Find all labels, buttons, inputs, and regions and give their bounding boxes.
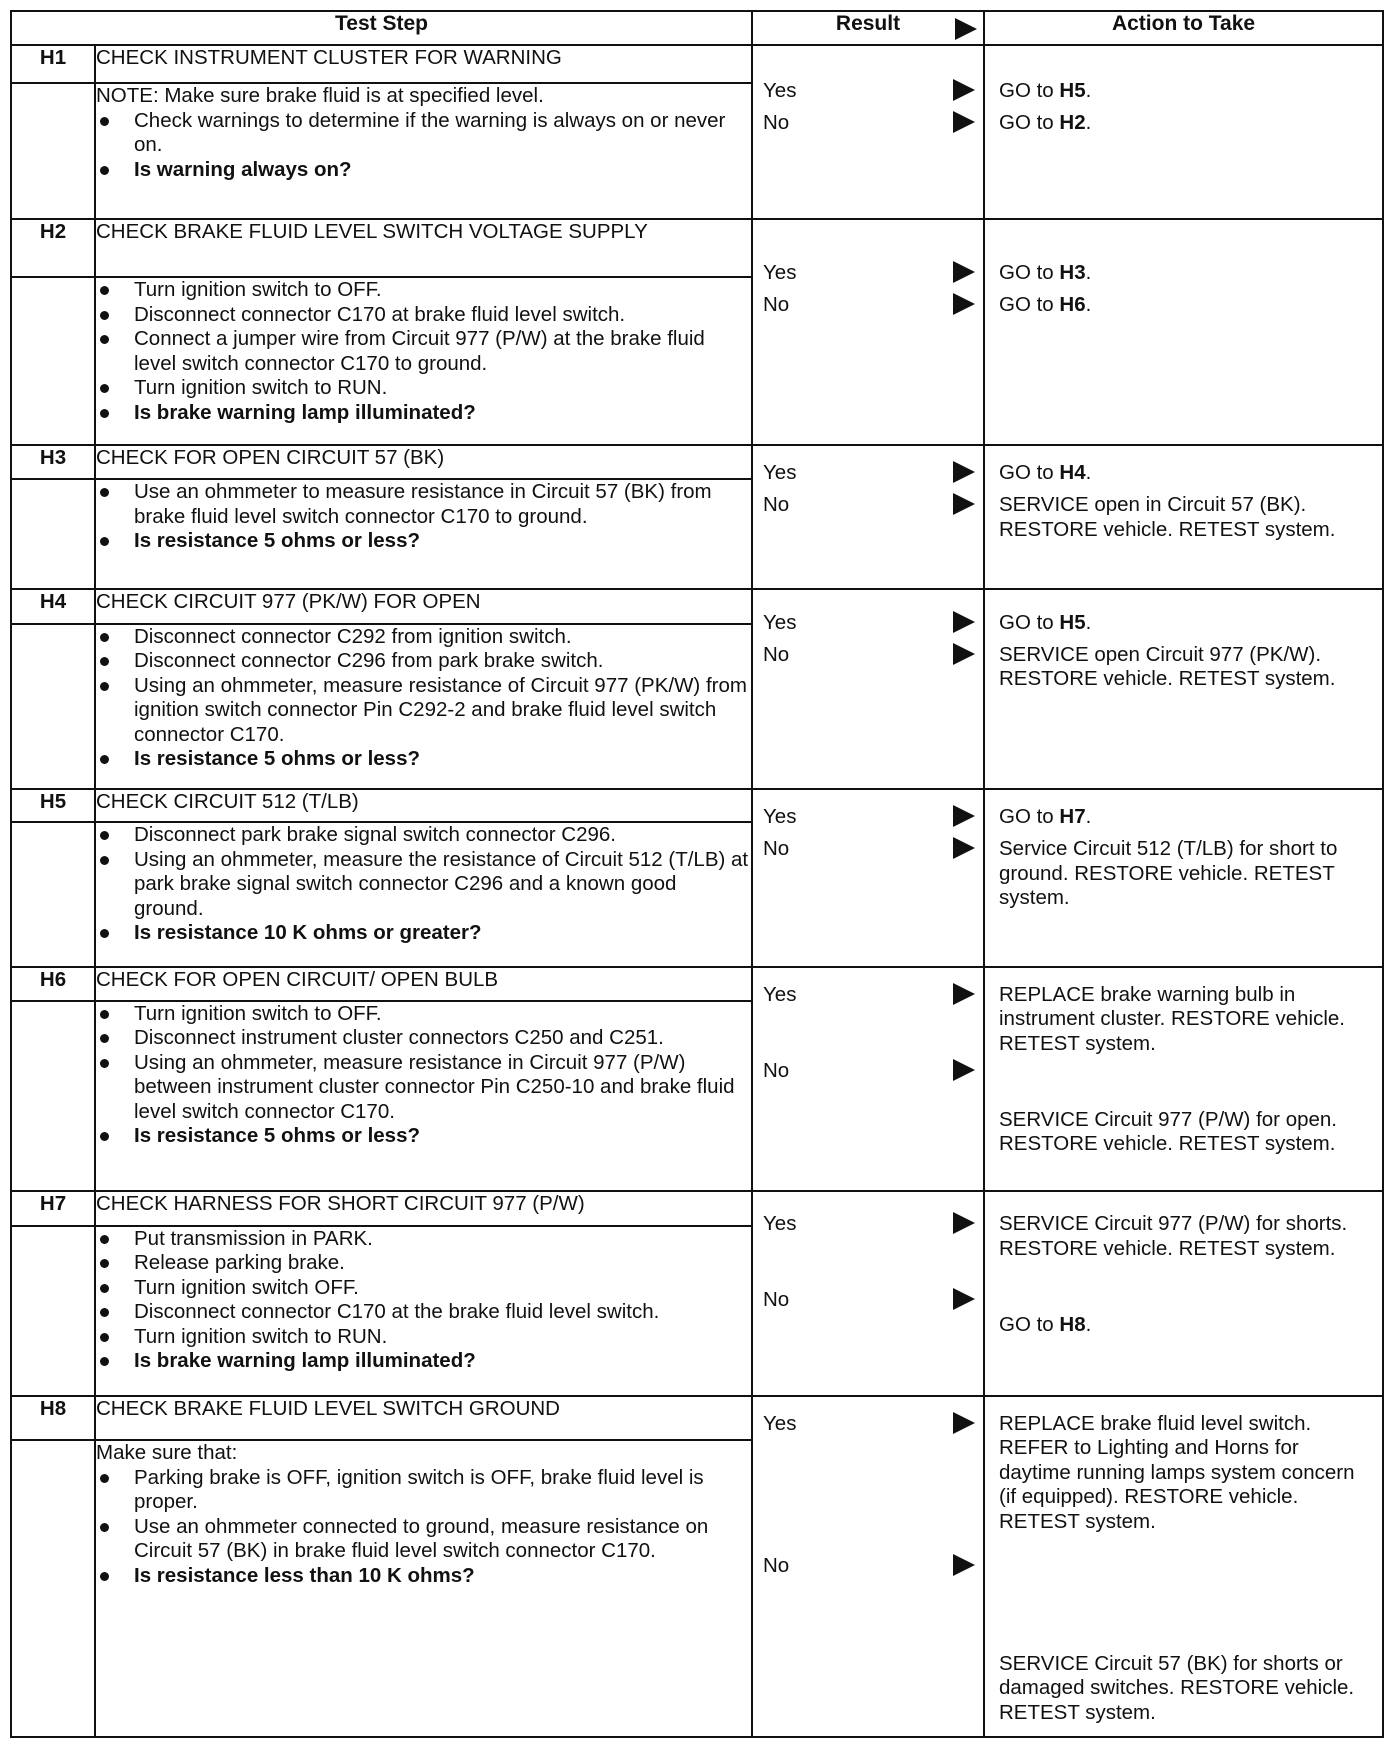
arrow-right-icon — [953, 293, 975, 315]
step-title: CHECK BRAKE FLUID LEVEL SWITCH GROUND — [95, 1396, 752, 1441]
result-list — [753, 800, 983, 866]
result-cell — [752, 219, 984, 445]
action-cell — [984, 219, 1383, 445]
action-instruction: SERVICE Circuit 977 (P/W) for shorts. RESTORE vehicle. RETEST system. — [999, 1212, 1348, 1260]
step-bullet: Turn ignition switch OFF. — [96, 1276, 751, 1301]
result-yes — [763, 606, 975, 640]
action-text — [999, 611, 1376, 636]
step-question: Is resistance 10 K ohms or greater? — [96, 921, 751, 946]
step-title: CHECK HARNESS FOR SHORT CIRCUIT 977 (P/W) — [95, 1191, 752, 1225]
action-text — [999, 837, 1376, 911]
action-instruction: REPLACE brake warning bulb in instrument cluster. RESTORE vehicle. RETEST system. — [999, 982, 1345, 1055]
action-instruction: GO to — [999, 111, 1060, 134]
step-id: H5 — [11, 789, 95, 822]
result-header-label: Result — [835, 12, 901, 35]
arrow-right-icon — [953, 461, 975, 483]
action-instruction: REPLACE brake fluid level switch. REFER to Lighting and Horns for daytime running lamps system concern (if equipped). RESTORE vehicle. RETEST system. — [999, 1411, 1355, 1533]
arrow-right-icon — [953, 79, 975, 101]
step-body — [95, 277, 752, 445]
test-step-row — [11, 1191, 1383, 1225]
result-list — [753, 74, 983, 140]
action-instruction: SERVICE Circuit 57 (BK) for shorts or damaged switches. RESTORE vehicle. RETEST system. — [999, 1651, 1355, 1724]
result-list — [753, 978, 983, 1088]
action-end: . — [1085, 805, 1092, 829]
result-label: No — [763, 493, 790, 517]
result-no — [763, 106, 975, 140]
result-no — [763, 488, 975, 522]
action-text — [999, 461, 1376, 486]
step-bullet-list — [96, 480, 751, 554]
result-list — [753, 1207, 983, 1317]
result-cell — [752, 789, 984, 966]
action-text — [999, 1212, 1376, 1261]
action-text — [999, 805, 1376, 830]
result-cell — [752, 589, 984, 789]
step-id-spacer — [11, 83, 95, 219]
result-yes — [763, 456, 975, 490]
step-bullet: Using an ohmmeter, measure the resistance of Circuit 512 (T/LB) at park brake signal switch connector C296 and a known good ground. — [96, 848, 751, 922]
arrow-right-icon — [953, 493, 975, 515]
result-yes — [763, 1407, 975, 1441]
result-label: No — [763, 1553, 790, 1577]
step-id-spacer — [11, 479, 95, 588]
test-step-row — [11, 1396, 1383, 1441]
step-id: H4 — [11, 589, 95, 624]
action-instruction: GO to — [999, 461, 1060, 485]
arrow-right-icon — [953, 643, 975, 665]
test-step-row — [11, 967, 1383, 1001]
action-step-ref: H5 — [1059, 79, 1086, 102]
table-header-row — [11, 11, 1383, 45]
action-step-ref: H3 — [1059, 261, 1086, 285]
step-body — [95, 1226, 752, 1396]
result-label: No — [763, 111, 790, 134]
step-id-spacer — [11, 277, 95, 445]
action-step-ref: H6 — [1059, 293, 1086, 317]
action-instruction: SERVICE Circuit 977 (P/W) for open. RESTORE vehicle. RETEST system. — [999, 1107, 1337, 1155]
step-bullet: Release parking brake. — [96, 1251, 751, 1276]
step-bullet-list — [96, 1466, 751, 1589]
action-header: Action to Take — [984, 11, 1383, 45]
action-step-ref: H4 — [1059, 461, 1086, 485]
step-id: H8 — [11, 1396, 95, 1441]
action-text — [999, 1108, 1376, 1157]
step-title: CHECK FOR OPEN CIRCUIT 57 (BK) — [95, 445, 752, 479]
step-body — [95, 1440, 752, 1737]
step-bullet: Disconnect connector C296 from park brake switch. — [96, 649, 751, 674]
action-list — [985, 1412, 1382, 1726]
result-label: Yes — [763, 79, 797, 102]
step-title: CHECK CIRCUIT 977 (PK/W) FOR OPEN — [95, 589, 752, 624]
result-cell — [752, 1191, 984, 1395]
diagnostic-test-table — [10, 10, 1384, 1738]
step-body — [95, 822, 752, 966]
step-note: Make sure that: — [96, 1441, 238, 1465]
action-cell — [984, 45, 1383, 219]
result-yes — [763, 256, 975, 290]
step-id: H6 — [11, 967, 95, 1001]
result-no — [763, 1549, 975, 1583]
action-cell — [984, 445, 1383, 588]
step-bullet: Using an ohmmeter, measure resistance in Circuit 977 (P/W) between instrument cluster connector Pin C250-10 and brake fluid level switch connector C170. — [96, 1051, 751, 1125]
result-label: No — [763, 837, 790, 861]
result-list — [753, 1407, 983, 1583]
action-instruction: GO to — [999, 610, 1060, 634]
step-bullet-list — [96, 109, 751, 183]
arrow-right-icon — [953, 611, 975, 633]
result-cell — [752, 45, 984, 219]
action-end: . — [1085, 293, 1092, 317]
action-instruction: GO to — [999, 261, 1060, 285]
test-step-row — [11, 445, 1383, 479]
step-question: Is resistance 5 ohms or less? — [96, 529, 751, 554]
action-end: . — [1085, 79, 1092, 102]
action-cell — [984, 1396, 1383, 1737]
step-id-spacer — [11, 624, 95, 789]
action-list — [985, 461, 1382, 542]
action-cell — [984, 967, 1383, 1192]
result-label: Yes — [763, 805, 797, 829]
result-no — [763, 1283, 975, 1317]
result-label: Yes — [763, 261, 797, 285]
action-end: . — [1085, 610, 1092, 634]
action-cell — [984, 789, 1383, 966]
action-instruction: GO to — [999, 1312, 1060, 1336]
step-bullet: Disconnect connector C170 at the brake fluid level switch. — [96, 1300, 751, 1325]
step-bullet: Disconnect connector C292 from ignition switch. — [96, 625, 751, 650]
arrow-right-icon — [953, 1288, 975, 1310]
action-text — [999, 643, 1376, 692]
step-body — [95, 1001, 752, 1192]
step-question: Is resistance 5 ohms or less? — [96, 1124, 751, 1149]
action-text — [999, 493, 1376, 542]
arrow-right-icon — [953, 837, 975, 859]
step-bullet-list — [96, 278, 751, 425]
result-no — [763, 638, 975, 672]
action-instruction: SERVICE open Circuit 977 (PK/W). RESTORE vehicle. RETEST system. — [999, 642, 1336, 691]
arrow-right-icon — [953, 983, 975, 1005]
step-question: Is warning always on? — [96, 158, 751, 183]
result-label: No — [763, 642, 790, 666]
step-bullet: Disconnect connector C170 at brake fluid level switch. — [96, 303, 751, 328]
step-bullet-list — [96, 1227, 751, 1374]
step-bullet: Parking brake is OFF, ignition switch is OFF, brake fluid level is proper. — [96, 1466, 751, 1515]
step-title: CHECK BRAKE FLUID LEVEL SWITCH VOLTAGE SUPPLY — [95, 219, 752, 277]
step-title: CHECK CIRCUIT 512 (T/LB) — [95, 789, 752, 822]
step-question: Is resistance less than 10 K ohms? — [96, 1564, 751, 1589]
step-body — [95, 83, 752, 219]
action-step-ref: H2 — [1059, 111, 1086, 134]
arrow-right-icon — [955, 18, 977, 40]
arrow-right-icon — [953, 1412, 975, 1434]
action-step-ref: H7 — [1059, 805, 1086, 829]
action-list — [985, 1212, 1382, 1337]
result-yes — [763, 74, 975, 108]
result-label: Yes — [763, 610, 797, 634]
action-instruction: GO to — [999, 79, 1060, 102]
action-step-ref: H8 — [1059, 1312, 1086, 1336]
step-id-spacer — [11, 822, 95, 966]
test-steps-body — [11, 45, 1383, 1737]
step-question: Is resistance 5 ohms or less? — [96, 747, 751, 772]
action-instruction: GO to — [999, 805, 1060, 829]
step-bullet: Turn ignition switch to RUN. — [96, 1325, 751, 1350]
action-end: . — [1085, 261, 1092, 285]
step-body — [95, 624, 752, 789]
result-label: Yes — [763, 982, 797, 1006]
result-label: Yes — [763, 1411, 797, 1435]
arrow-right-icon — [953, 1212, 975, 1234]
step-bullet: Connect a jumper wire from Circuit 977 (P/W) at the brake fluid level switch connector C170 to ground. — [96, 327, 751, 376]
result-no — [763, 288, 975, 322]
result-yes — [763, 800, 975, 834]
result-yes — [763, 1207, 975, 1241]
step-bullet: Turn ignition switch to OFF. — [96, 278, 751, 303]
action-list — [985, 983, 1382, 1157]
step-bullet: Using an ohmmeter, measure resistance of Circuit 977 (PK/W) from ignition switch connector Pin C292-2 and brake fluid level switch connector C170. — [96, 674, 751, 748]
action-instruction: GO to — [999, 293, 1060, 317]
action-list — [985, 79, 1382, 136]
result-list — [753, 456, 983, 522]
result-list — [753, 606, 983, 672]
result-label: No — [763, 1058, 790, 1082]
step-title: CHECK FOR OPEN CIRCUIT/ OPEN BULB — [95, 967, 752, 1001]
step-bullet-list — [96, 625, 751, 772]
result-cell — [752, 967, 984, 1192]
action-text — [999, 1652, 1376, 1726]
result-label: No — [763, 1288, 790, 1312]
result-no — [763, 1054, 975, 1088]
step-question: Is brake warning lamp illuminated? — [96, 1349, 751, 1374]
result-cell — [752, 445, 984, 588]
test-step-row — [11, 219, 1383, 277]
step-bullet: Check warnings to determine if the warning is always on or never on. — [96, 109, 751, 158]
step-id-spacer — [11, 1226, 95, 1396]
step-id: H1 — [11, 45, 95, 83]
step-bullet: Turn ignition switch to OFF. — [96, 1002, 751, 1027]
step-title: CHECK INSTRUMENT CLUSTER FOR WARNING — [95, 45, 752, 83]
step-id: H7 — [11, 1191, 95, 1225]
arrow-right-icon — [953, 1554, 975, 1576]
action-cell — [984, 1191, 1383, 1395]
action-text — [999, 983, 1376, 1057]
action-instruction: SERVICE open in Circuit 57 (BK). RESTORE vehicle. RETEST system. — [999, 493, 1336, 541]
arrow-right-icon — [953, 805, 975, 827]
action-instruction: Service Circuit 512 (T/LB) for short to ground. RESTORE vehicle. RETEST system. — [999, 837, 1338, 910]
result-label: Yes — [763, 461, 797, 485]
test-step-row — [11, 589, 1383, 624]
action-text — [999, 79, 1376, 104]
action-end: . — [1085, 111, 1092, 134]
action-list — [985, 261, 1382, 318]
step-bullet-list — [96, 1002, 751, 1149]
step-bullet-list — [96, 823, 751, 946]
test-step-header: Test Step — [11, 11, 752, 45]
action-text — [999, 111, 1376, 136]
step-body — [95, 479, 752, 588]
result-header — [752, 11, 984, 45]
step-bullet: Disconnect park brake signal switch connector C296. — [96, 823, 751, 848]
action-cell — [984, 589, 1383, 789]
step-note: NOTE: Make sure brake fluid is at specified level. — [96, 84, 544, 108]
action-list — [985, 611, 1382, 692]
test-step-row — [11, 789, 1383, 822]
step-id: H3 — [11, 445, 95, 479]
action-step-ref: H5 — [1059, 610, 1086, 634]
action-end: . — [1085, 1312, 1092, 1336]
step-bullet: Turn ignition switch to RUN. — [96, 376, 751, 401]
result-label: No — [763, 293, 790, 317]
result-label: Yes — [763, 1212, 797, 1236]
result-yes — [763, 978, 975, 1012]
step-bullet: Use an ohmmeter connected to ground, measure resistance on Circuit 57 (BK) in brake fluid level switch connector C170. — [96, 1515, 751, 1564]
test-step-row — [11, 45, 1383, 83]
action-end: . — [1085, 461, 1092, 485]
result-list — [753, 256, 983, 322]
step-question: Is brake warning lamp illuminated? — [96, 401, 751, 426]
step-bullet: Put transmission in PARK. — [96, 1227, 751, 1252]
arrow-right-icon — [953, 1059, 975, 1081]
step-id: H2 — [11, 219, 95, 277]
arrow-right-icon — [953, 111, 975, 133]
action-text — [999, 261, 1376, 286]
result-no — [763, 832, 975, 866]
result-cell — [752, 1396, 984, 1737]
action-text — [999, 1412, 1376, 1535]
action-text — [999, 293, 1376, 318]
arrow-right-icon — [953, 261, 975, 283]
step-id-spacer — [11, 1001, 95, 1192]
step-bullet: Use an ohmmeter to measure resistance in Circuit 57 (BK) from brake fluid level switch connector C170 to ground. — [96, 480, 751, 529]
action-text — [999, 1313, 1376, 1338]
action-list — [985, 805, 1382, 911]
step-id-spacer — [11, 1440, 95, 1737]
step-bullet: Disconnect instrument cluster connectors C250 and C251. — [96, 1026, 751, 1051]
